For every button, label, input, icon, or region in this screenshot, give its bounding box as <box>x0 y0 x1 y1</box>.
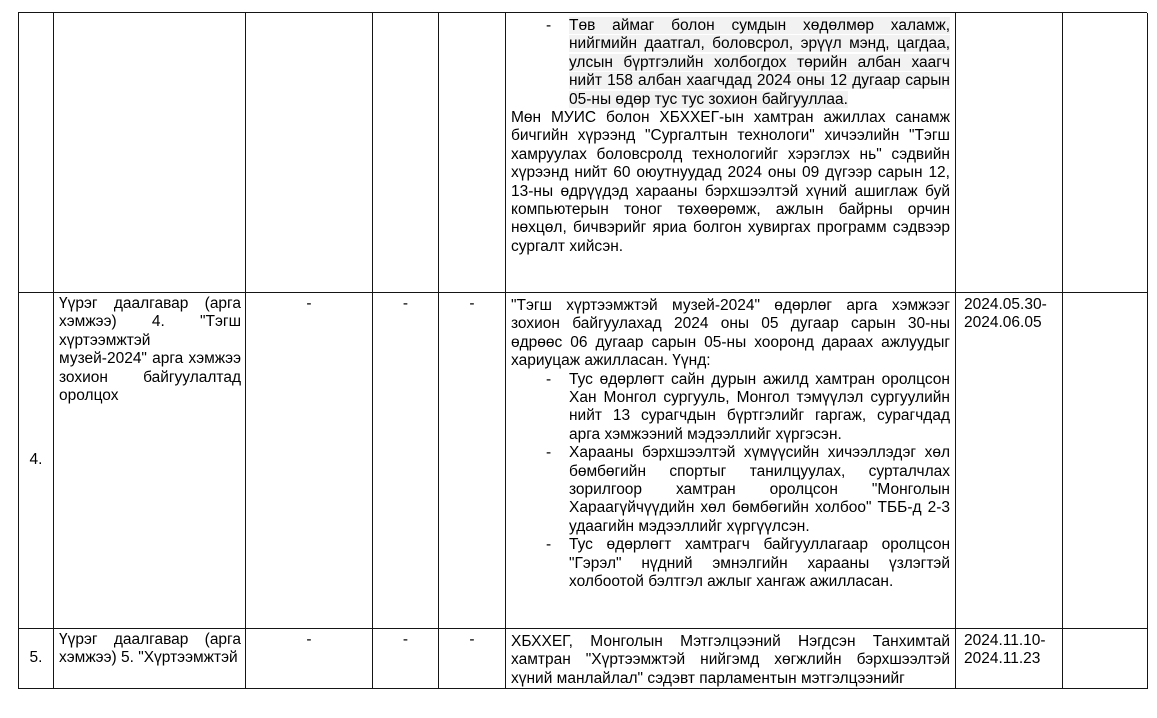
status-value: - <box>306 631 312 648</box>
row-number: 5. <box>29 649 43 667</box>
bullet-text: Тус өдөрлөгт хамтрагч байгууллагаар оролцсон "Гэрэл" нүдний эмнэлгийн харааны үзлэгтэй холбоотой бэлтгэл ажлыг хангаж ажилласан. <box>569 536 950 591</box>
notes-cell <box>1063 13 1148 293</box>
status-value: - <box>402 631 409 648</box>
status-value: - <box>402 295 409 312</box>
report-table <box>18 12 1147 689</box>
status-cell-3 <box>439 629 506 689</box>
status-cell-3 <box>439 293 506 629</box>
status-cell-1 <box>246 629 373 689</box>
bullet-item <box>511 444 950 536</box>
dash-bullet-marker: - <box>546 370 552 388</box>
activity-cell <box>506 293 956 629</box>
bullet-item <box>511 536 950 591</box>
row-number-cell <box>19 13 54 293</box>
dash-bullet-marker: - <box>546 536 552 554</box>
paragraph: ХБХХЕГ, Монголын Мэтгэлцээний Нэгдсэн Танхимтай хамтран "Хүртээмжтэй нийгэмд хөгжлийн бэрхшээлтэй хүний манлайлал" сэдэвт парламентын мэтгэлцээнийг <box>511 633 950 687</box>
status-cell-3 <box>439 13 506 293</box>
status-cell-1 <box>246 13 373 293</box>
notes-cell <box>1063 629 1148 689</box>
row-number: 4. <box>29 451 43 469</box>
notes-cell <box>1063 293 1148 629</box>
status-cell-2 <box>373 629 439 689</box>
row-number-cell <box>19 629 54 689</box>
intro-paragraph: "Тэгш хүртээмжтэй музей-2024" өдөрлөг арга хэмжээг зохион байгуулахад 2024 оны 05 дугаар сарын 30-ны өдрөөс 06 дугаар сарын 05-ны хооронд дараах ажлуудыг хариуцаж ажилласан. Үүнд: <box>511 297 950 370</box>
task-text: Үүрэг даалгавар (арга хэмжээ) 4. "Тэгш хүртээмжтэй музей-2024" арга хэмжээ зохион байгуулалтад оролцох <box>59 295 241 405</box>
status-cell-2 <box>373 293 439 629</box>
task-cell <box>54 13 246 293</box>
highlighted-text: Төв аймаг болон сумдын хөдөлмөр халамж, нийгмийн даатгал, боловсрол, эрүүл мэнд, цагдаа, улсын бүртгэлийн холбогдох төрийн албан хаагч нийт 158 албан хаагчдад 2024 оны 12 дугаар сарын 05-ны өдөр тус тус зохион байгууллаа. <box>569 17 950 108</box>
activity-cell <box>506 13 956 293</box>
bullet-text: Тус өдөрлөгт сайн дурын ажилд хамтран оролцсон Хан Монгол сургууль, Монгол тэмүүлэл сургуулийн нийт 13 сурагчдын бүртгэлийг гаргаж, сурагчдад арга хэмжээний мэдээллийг хүргэсэн. <box>569 370 950 443</box>
status-value: - <box>306 295 312 312</box>
date-range: 2024.11.10-2024.11.23 <box>964 632 1046 668</box>
dash-bullet-marker: - <box>546 17 552 34</box>
date-range-cell <box>956 293 1063 629</box>
date-range-cell <box>956 629 1063 689</box>
status-cell-2 <box>373 13 439 293</box>
activity-cell <box>506 629 956 689</box>
bullet-item <box>511 371 950 445</box>
task-text: Үүрэг даалгавар (арга хэмжээ) 5. "Хүртээмжтэй <box>59 631 241 667</box>
date-range-cell <box>956 13 1063 293</box>
task-cell <box>54 293 246 629</box>
paragraph: Мөн МУИС болон ХБХХЕГ-ын хамтран ажиллах санамж бичгийн хүрээнд "Сургалтын технологи" хичээлийн "Тэгш хамруулах боловсролд технологийг хэрэглэх нь" сэдвийн хүрээнд нийт 60 оюутнуудад 2024 оны 09 дүгээр сарын 12, 13-ны өдрүүдэд харааны бэрхшээлтэй хүний ашиглаж буй компьютерын тоног төхөөрөмж, ажлын байрны орчин нөхцөл, бичвэрийг яриа болгон хувиргах программ сэдвээр сургалт хийсэн. <box>511 109 950 255</box>
date-range: 2024.05.30-2024.06.05 <box>964 296 1047 332</box>
status-cell-1 <box>246 293 373 629</box>
status-value: - <box>469 631 475 648</box>
row-number-cell <box>19 293 54 629</box>
status-value: - <box>469 295 475 312</box>
bullet-item <box>511 17 950 109</box>
bullet-text: Харааны бэрхшээлтэй хүмүүсийн хичээллэдэг хөл бөмбөгийн спортыг танилцуулах, сурталчлах зорилгоор хамтран оролцсон "Монголын Хараагүйчүүдийн хөл бөмбөгийн холбоо" ТББ-д 2-3 удаагийн мэдээллийг хүргүүлсэн. <box>569 444 950 535</box>
dash-bullet-marker: - <box>546 444 552 462</box>
task-cell <box>54 629 246 689</box>
